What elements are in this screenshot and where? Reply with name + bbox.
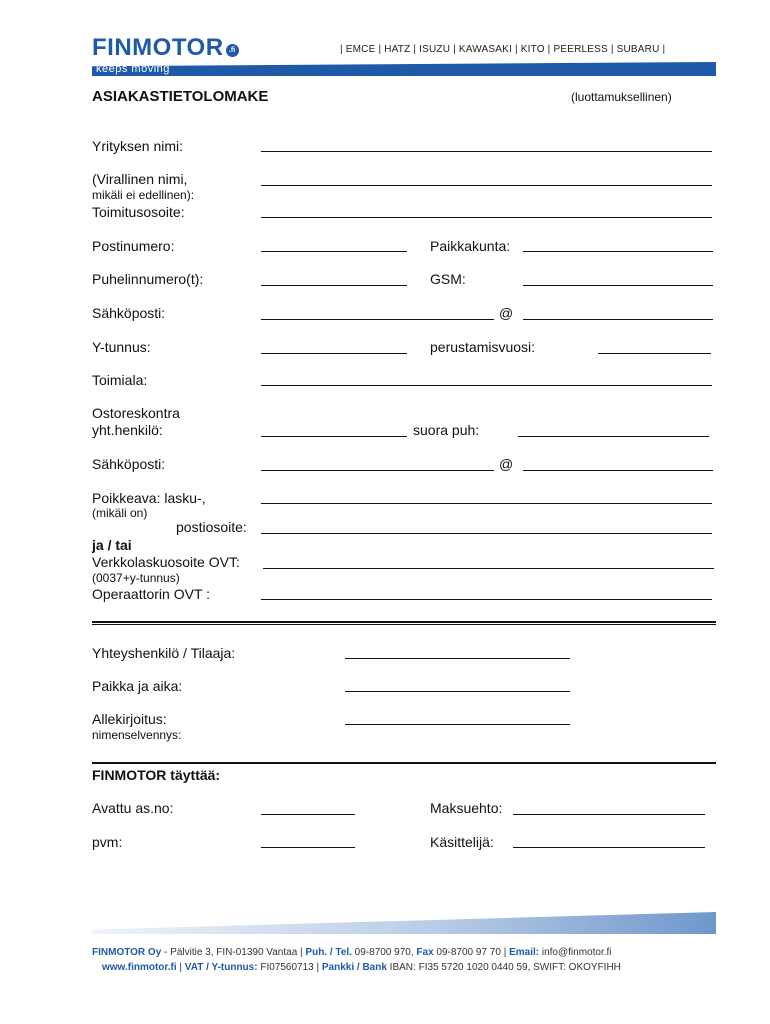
name-clarification-label: nimenselvennys: (92, 728, 182, 742)
footer-email-label: Email: (509, 947, 540, 958)
industry-field[interactable] (261, 385, 712, 386)
footer-bank: IBAN: FI35 5720 1020 0440 59, SWIFT: OKOYFIHH (386, 962, 621, 973)
official-name-note: mikäli ei edellinen): (92, 188, 195, 202)
email-user-field[interactable] (261, 319, 494, 320)
billing-label: Poikkeava: lasku-, (92, 490, 206, 506)
brand-list: | EMCE | HATZ | ISUZU | KAWASAKI | KITO | PEERLESS | SUBARU | (340, 44, 666, 55)
footer-phone: 09-8700 970, (351, 947, 417, 958)
account-opened-field[interactable] (261, 814, 355, 815)
tagline: keeps moving (96, 63, 170, 75)
confidential-note: (luottamuksellinen) (571, 90, 672, 104)
footer-fax: 09-8700 97 70 | (433, 947, 510, 958)
company-name-field[interactable] (261, 151, 712, 152)
operator-label: Operaattorin OVT : (92, 586, 211, 602)
founding-year-field[interactable] (598, 353, 711, 354)
operator-field[interactable] (261, 599, 712, 600)
city-field[interactable] (523, 251, 713, 252)
city-label: Paikkakunta: (430, 238, 511, 254)
einvoice-label: Verkkolaskuosoite OVT: (92, 554, 240, 570)
gsm-label: GSM: (430, 271, 466, 287)
and-or-label: ja / tai (92, 537, 132, 553)
footer-line-2 (102, 962, 621, 973)
einvoice-note: (0037+y-tunnus) (92, 571, 180, 585)
contact-person-label: Yhteyshenkilö / Tilaaja: (92, 645, 236, 661)
form-title: ASIAKASTIETOLOMAKE (92, 88, 269, 105)
signature-field[interactable] (345, 724, 570, 725)
place-time-label: Paikka ja aika: (92, 678, 183, 694)
finmotor-logo (92, 34, 239, 62)
footer-email[interactable]: info@finmotor.fi (539, 947, 612, 958)
date-field[interactable] (261, 847, 355, 848)
postal-address-field[interactable] (261, 533, 712, 534)
company-name-label: Yrityksen nimi: (92, 138, 184, 154)
delivery-address-field[interactable] (261, 217, 712, 218)
business-id-field[interactable] (261, 353, 407, 354)
email2-domain-field[interactable] (523, 470, 713, 471)
at-sign: @ (499, 305, 514, 321)
handler-field[interactable] (513, 847, 705, 848)
direct-phone-label: suora puh: (413, 422, 480, 438)
postal-address-label: postiosoite: (176, 519, 247, 535)
account-opened-label: Avattu as.no: (92, 800, 174, 816)
footer-web[interactable]: www.finmotor.fi (102, 962, 177, 973)
section-divider (92, 621, 716, 625)
footer-address: - Pälvitie 3, FIN-01390 Vantaa | (161, 947, 306, 958)
footer-phone-label: Puh. / Tel. (305, 947, 352, 958)
signature-label: Allekirjoitus: (92, 711, 167, 727)
billing-address-field[interactable] (261, 503, 712, 504)
at-sign-2: @ (499, 456, 514, 472)
gsm-field[interactable] (523, 285, 713, 286)
place-time-field[interactable] (345, 691, 570, 692)
phone-label: Puhelinnumero(t): (92, 271, 204, 287)
email-domain-field[interactable] (523, 319, 713, 320)
date-label: pvm: (92, 834, 123, 850)
footer-vat: FI07560713 | (257, 962, 322, 973)
email2-user-field[interactable] (261, 470, 494, 471)
postal-code-field[interactable] (261, 251, 407, 252)
footer-fax-label: Fax (416, 947, 434, 958)
einvoice-field[interactable] (263, 568, 714, 569)
internal-heading: FINMOTOR täyttää: (92, 767, 221, 783)
ledger-contact-label-2: yht.henkilö: (92, 422, 163, 438)
footer-vat-label: VAT / Y-tunnus: (184, 962, 258, 973)
ledger-contact-field[interactable] (261, 436, 407, 437)
email-label: Sähköposti: (92, 305, 166, 321)
section-divider-2 (92, 762, 716, 764)
industry-label: Toimiala: (92, 372, 148, 388)
logo-badge: .fi (226, 44, 239, 57)
handler-label: Käsittelijä: (430, 834, 494, 850)
founding-year-label: perustamisvuosi: (430, 339, 536, 355)
ledger-contact-label-1: Ostoreskontra (92, 405, 180, 421)
footer-company: FINMOTOR Oy (92, 947, 162, 958)
contact-person-field[interactable] (345, 658, 570, 659)
billing-note: (mikäli on) (92, 506, 148, 520)
delivery-address-label: Toimitusosoite: (92, 204, 185, 220)
payment-terms-field[interactable] (513, 814, 705, 815)
business-id-label: Y-tunnus: (92, 339, 151, 355)
payment-terms-label: Maksuehto: (430, 800, 503, 816)
official-name-label: (Virallinen nimi, (92, 171, 188, 187)
footer-band (92, 912, 716, 934)
logo-text: FINMOTOR (92, 34, 224, 61)
official-name-field[interactable] (261, 185, 712, 186)
footer-line-1 (92, 947, 612, 958)
email2-label: Sähköposti: (92, 456, 166, 472)
footer-vat-sep: | (176, 962, 185, 973)
direct-phone-field[interactable] (518, 436, 709, 437)
phone-field[interactable] (261, 285, 407, 286)
header-band (92, 62, 716, 76)
footer-bank-label: Pankki / Bank (321, 962, 387, 973)
postal-code-label: Postinumero: (92, 238, 175, 254)
